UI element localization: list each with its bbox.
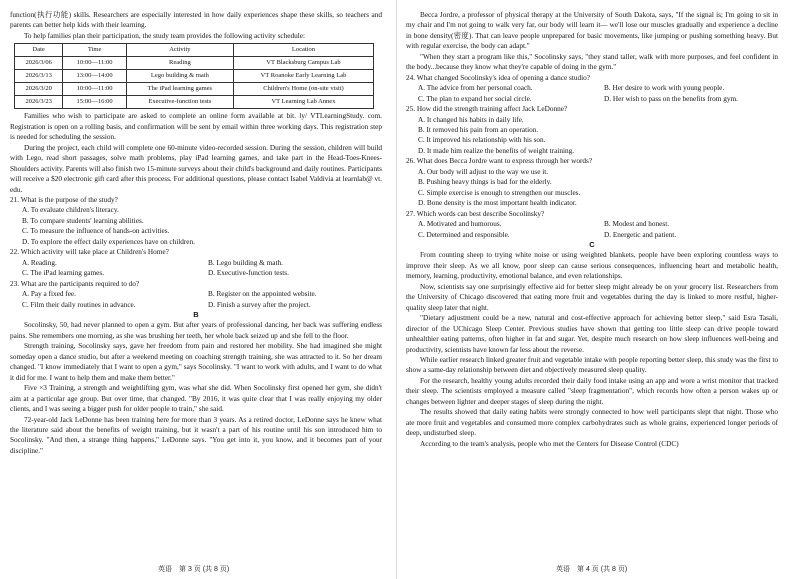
q24-option-d: D. Her wish to pass on the benefits from gym.	[604, 94, 738, 103]
question-26-stem: 26. What does Becca Jordre want to express through her words?	[406, 157, 593, 166]
q22-option-b: B. Lego building & math.	[208, 258, 283, 267]
q27-options-row1	[406, 219, 778, 229]
table-cell: 10:00—11:00	[63, 57, 126, 70]
passage-b-paragraph: Five ×3 Training, a strength and weightlifting gym, was what she did. When Socolinsky first opened her gym, she didn't aim at a particular age group. But over time, that changed. "By 2016, it was quite clear that I was really enjoying my older clients, and I was seeing a bigger push for older people to train," she said.	[10, 384, 382, 414]
passage-a-intro-end: function(执行功能) skills. Researchers are especially interested in how daily experiences shape these skills, so teachers and parents can better help kids with their learning.	[10, 11, 382, 30]
q21-option-c: C. To measure the influence of hands-on activities.	[22, 227, 170, 236]
q26-option-d: D. Bone density is the most important health indicator.	[418, 199, 577, 208]
passage-a-schedule-intro: To help families plan their participation, the study team provides the following activity schedule:	[24, 31, 305, 40]
q27-option-c: C. Determined and responsible.	[418, 230, 510, 239]
q26-option-c: C. Simple exercise is enough to strengthen our muscles.	[418, 188, 581, 197]
table-cell: 2026/3/13	[15, 70, 63, 83]
passage-b-paragraph: Strength training, Socolinsky says, gave her freedom from pain and restored her mobility. She had imagined she might someday open a dance studio, but after a weekend meeting on coaching strength training, she was attracted to it. So her dream changed. "I know immediately that I want to open a gym," says Socolinsky. "I want to work with adults, and I want to do what it did for me. I want to help them and make them better."	[10, 342, 382, 382]
table-cell: 15:00—16:00	[63, 96, 126, 109]
q22-options-row1	[10, 258, 382, 268]
table-row	[15, 70, 374, 83]
q27-option-d: D. Energetic and patient.	[604, 230, 677, 239]
section-b-heading: B	[193, 309, 199, 319]
passage-b-paragraph: "When they start a program like this," Socolinsky says, "they stand taller, walk with more purposes, and feel confident in the body...because they know what they're capable of doing in the gym."	[406, 52, 778, 72]
table-header: Location	[233, 44, 373, 57]
left-page	[10, 10, 382, 558]
right-page	[406, 10, 778, 558]
q24-option-b: B. Her desire to work with young people.	[604, 84, 725, 93]
table-cell: Executive-function tests	[126, 96, 233, 109]
q24-option-c: C. The plan to expand her social circle.	[418, 94, 532, 103]
passage-b-paragraph: Socolinsky, 50, had never planned to open a gym. But after years of professional dancing, her back was suffering endless pains. She remembers one morning, as she was brushing her teeth, her whole back seized up and she fell to the floor.	[10, 321, 382, 340]
table-cell: Lego building & math	[126, 70, 233, 83]
q25-option-a: A. It changed his habits in daily life.	[418, 115, 524, 124]
passage-c-paragraph: The results showed that daily eating habits were strongly connected to how well participants slept that night. Those who ate more fruit and vegetables and consumed more complex carbohydrates such as whole grains, experienced longer periods of deep, undisturbed sleep.	[406, 408, 778, 438]
passage-c-paragraph: Now, scientists say one surprisingly effective aid for better sleep might already be on your grocery list. Researchers from the University of Chicago discovered that eating more fruit and vegetables during the day is linked to more restful, higher-quality sleep later that night.	[406, 282, 778, 312]
q23-option-a: A. Pay a fixed fee.	[22, 290, 76, 299]
passage-c-paragraph: For the research, healthy young adults recorded their daily food intake using an app and wore a wrist monitor that tracked their sleep. The scientists employed a measure called "sleep fragmentation", which records how often a person wakes up or changes between lighter and deeper stages of sleep during the night.	[406, 376, 778, 406]
table-header: Activity	[126, 44, 233, 57]
passage-b-paragraph: 72-year-old Jack LeDonne has been training here for more than 3 years. As a retired doctor, LeDonne says he knew what the literature said about the benefits of weight training, but it wasn't a part of his routine until his son introduced him to Socolinsky. "And then, a strange thing happens," LeDonne says. "You get into it, you know, and it becomes part of your discipline."	[10, 415, 382, 455]
question-27-stem: 27. Which words can best describe Socolinsky?	[406, 209, 545, 218]
passage-a-session: During the project, each child will complete one 60-minute video-recorded session. During the session, children will build with Lego, read short passages, solve math problems, play iPad learning games, and take part in the Head-Toes-Knees-Shoulders activity. Parents will also finish two 15-minute surveys about their child's background and daily routines. Participants will receive a $20 electronic gift card after this process. For additional questions, please contact Isabel Valdivia at learnlab@ vt. edu.	[10, 143, 382, 194]
table-cell: 2026/3/23	[15, 96, 63, 109]
passage-c-paragraph: "Dietary adjustment could be a new, natural and cost-effective approach for achieving better sleep," said Esra Tasali, director of the UChicago Sleep Center. Previous studies have shown that getting too little sleep can drive people toward unhealthier eating patterns, often higher in fat and sugar. Yet, despite much research on how sleep influences well-being and productivity, scientists have known far less about the reverse.	[406, 314, 778, 354]
q24-option-a: A. The advice from her personal coach.	[418, 84, 533, 93]
q27-option-a: A. Motivated and humorous.	[418, 220, 502, 229]
q23-options-row1	[10, 289, 382, 299]
question-23-stem: 23. What are the participants required to do?	[10, 279, 140, 288]
passage-b-paragraph: Becca Jordre, a professor of physical therapy at the University of South Dakota, says, "If the signal is; I'm going to sit in my chair and I'm not going to walk very far, our body will learn it— we'll lose our muscles gradually and experience a decline in bone density(密度). That can leave people unprepared for basic movements, like jumping or pushing something heavy. But with regular exercise, the body can adapt."	[406, 11, 778, 51]
page-footer-right: 英语 第 4 页 (共 8 页)	[556, 566, 628, 573]
q25-option-b: B. It removed his pain from an operation.	[418, 125, 539, 134]
table-cell: VT Blacksburg Campus Lab	[233, 57, 373, 70]
question-24-stem: 24. What changed Socolinsky's idea of opening a dance studio?	[406, 73, 590, 82]
passage-a-registration: Families who wish to participate are asked to complete an online form available at bit. ly/ VTLearningStudy. com. Registration is open on a rolling basis, and confirmation will be sent by email within three working days. This registration step is needed for scheduling the session.	[10, 112, 382, 142]
question-25-stem: 25. How did the strength training affect Jack LeDonne?	[406, 105, 568, 114]
q21-option-a: A. To evaluate children's literacy.	[22, 206, 119, 215]
table-cell: 13:00—14:00	[63, 70, 126, 83]
table-cell: VT Roanoke Early Learning Lab	[233, 70, 373, 83]
q22-options-row2	[10, 268, 382, 278]
question-21-stem: 21. What is the purpose of the study?	[10, 195, 118, 204]
q23-option-b: B. Register on the appointed website.	[208, 290, 317, 299]
q25-option-c: C. It improved his relationship with his son.	[418, 136, 546, 145]
table-cell: 2026/3/20	[15, 83, 63, 96]
table-cell: The iPad learning games	[126, 83, 233, 96]
q24-options-row2	[406, 94, 778, 104]
q23-option-c: C. Film their daily routines in advance.	[22, 300, 136, 309]
table-cell: Reading	[126, 57, 233, 70]
q26-option-b: B. Pushing heavy things is bad for the elderly.	[418, 178, 552, 187]
table-cell: Children's Home (on-site visit)	[233, 83, 373, 96]
q21-option-b: B. To compare students' learning abilities.	[22, 216, 144, 225]
table-cell: VT Learning Lab Annex	[233, 96, 373, 109]
table-row	[15, 57, 374, 70]
passage-c-paragraph: According to the team's analysis, people who met the Centers for Disease Control (CDC)	[420, 439, 679, 448]
table-header: Date	[15, 44, 63, 57]
passage-c-paragraph: While earlier research linked greater fruit and vegetable intake with people reporting better sleep, this study was the first to show a same-day relationship between diet and objectively measured sleep quality.	[406, 355, 778, 375]
page-footer-left: 英语 第 3 页 (共 8 页)	[158, 566, 230, 573]
q24-options-row1	[406, 83, 778, 93]
table-row	[15, 96, 374, 109]
q21-option-d: D. To explore the effect daily experiences have on children.	[22, 237, 195, 246]
q26-option-a: A. Our body will adjust to the way we use it.	[418, 167, 549, 176]
q22-option-c: C. The iPad learning games.	[22, 269, 105, 278]
q27-option-b: B. Modest and honest.	[604, 220, 670, 229]
table-header: Time	[63, 44, 126, 57]
section-c-heading: C	[589, 239, 595, 249]
passage-c-paragraph: From counting sheep to trying white noise or using weighted blankets, people have been exploring countless ways to improve their sleep. As we all know, poor sleep can cause serious consequences, influencing heart and metabolic health, memory, learning, productivity, emotional balance, and even relationships.	[406, 251, 778, 281]
q23-option-d: D. Finish a survey after the project.	[208, 300, 311, 309]
q27-options-row2	[406, 230, 778, 240]
table-row	[15, 83, 374, 96]
table-header-row	[15, 44, 374, 57]
activity-schedule-table	[14, 43, 374, 109]
q23-options-row2	[10, 300, 382, 310]
q22-option-a: A. Reading.	[22, 258, 57, 267]
page-divider	[396, 0, 397, 579]
q22-option-d: D. Executive-function tests.	[208, 269, 289, 278]
question-22-stem: 22. Which activity will take place at Children's Home?	[10, 248, 169, 257]
table-cell: 2026/3/06	[15, 57, 63, 70]
table-cell: 10:00—11:00	[63, 83, 126, 96]
q25-option-d: D. It made him realize the benefits of weight training.	[418, 146, 575, 155]
